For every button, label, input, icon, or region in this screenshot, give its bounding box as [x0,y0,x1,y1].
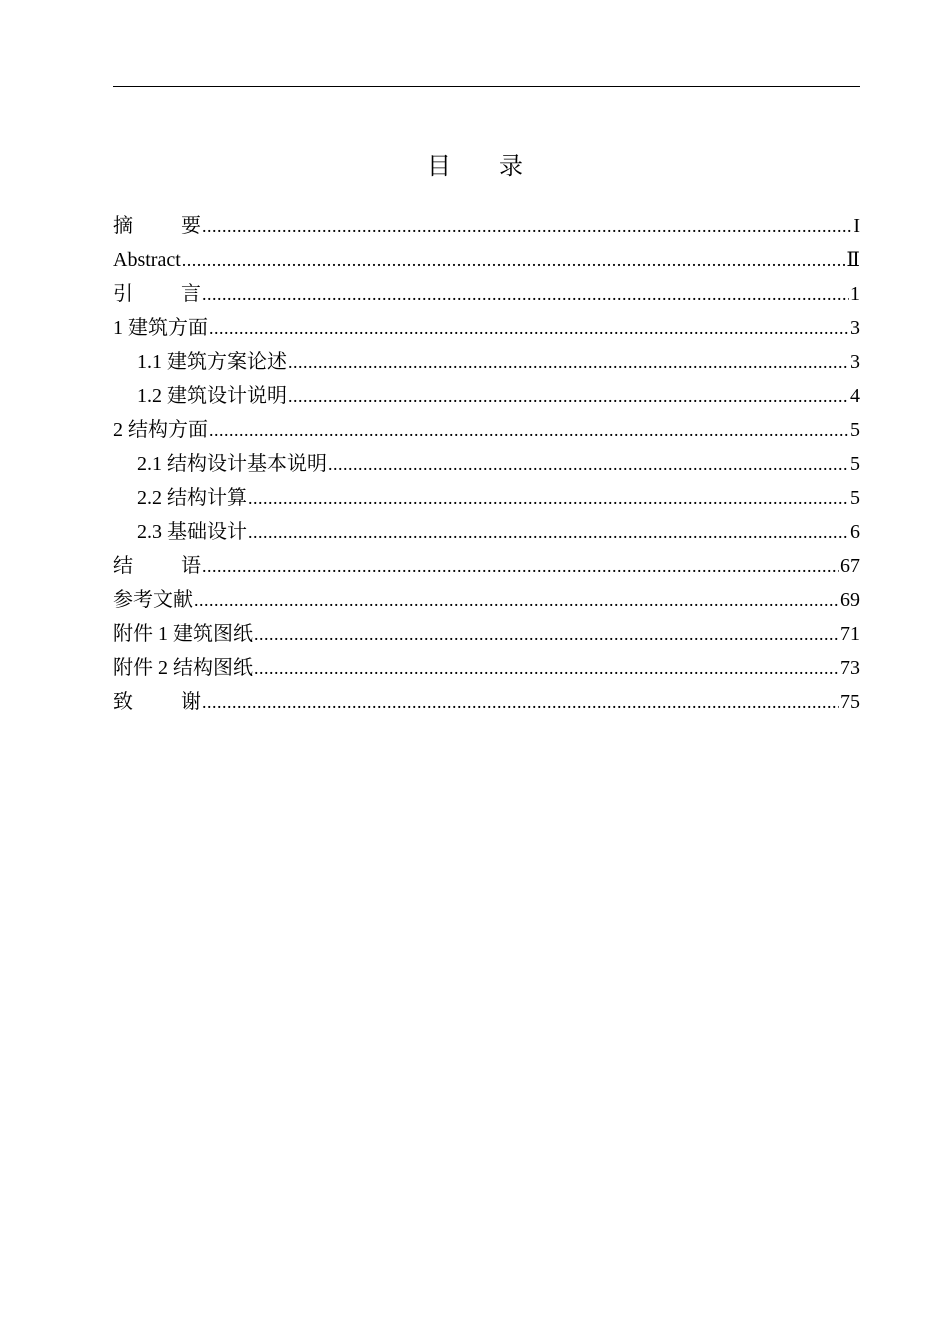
toc-entry[interactable] [113,311,860,345]
toc-entry-label: 2.3 基础设计 [137,521,247,543]
header-rule [113,86,860,87]
toc-entry[interactable] [113,651,860,685]
toc-entry[interactable] [113,277,860,311]
toc-entry[interactable] [113,209,860,243]
toc-entry[interactable] [113,481,860,515]
toc-entry-page: 6 [850,521,860,543]
toc-leader-dots [194,583,839,617]
toc-entry[interactable] [113,549,860,583]
table-of-contents [113,209,860,719]
toc-entry-label: 结语 [113,555,249,577]
toc-leader-dots [202,209,852,243]
toc-entry-page: 5 [850,487,860,509]
page-title [0,150,950,184]
title-char-1: 目 [427,154,451,180]
toc-entry-label: 1.1 建筑方案论述 [137,351,287,373]
toc-entry-label: 1 建筑方面 [113,317,208,339]
toc-leader-dots [182,243,846,277]
toc-leader-dots [254,651,839,685]
toc-leader-dots [248,515,849,549]
toc-leader-dots [202,277,849,311]
toc-entry-page: 5 [850,419,860,441]
toc-entry[interactable] [113,345,860,379]
toc-leader-dots [288,379,849,413]
toc-entry-page: 3 [850,317,860,339]
toc-entry-label: 致谢 [113,691,249,713]
toc-entry-page: 4 [850,385,860,407]
toc-leader-dots [209,311,849,345]
toc-leader-dots [209,413,849,447]
toc-entry-label: 引言 [113,283,249,305]
toc-leader-dots [202,685,839,719]
toc-entry-page: 5 [850,453,860,475]
toc-entry-label: 参考文献 [113,589,193,611]
toc-entry[interactable] [113,617,860,651]
toc-entry-page: 3 [850,351,860,373]
toc-leader-dots [254,617,839,651]
toc-entry[interactable] [113,379,860,413]
toc-leader-dots [328,447,849,481]
toc-entry-label: 附件 1 建筑图纸 [113,623,253,645]
toc-leader-dots [288,345,849,379]
toc-entry-page: 67 [840,555,860,577]
toc-entry[interactable] [113,413,860,447]
toc-entry[interactable] [113,685,860,719]
toc-entry-page: Ⅱ [846,249,860,271]
toc-entry-label: 摘要 [113,215,249,237]
toc-entry[interactable] [113,515,860,549]
toc-entry-page: 75 [840,691,860,713]
toc-entry-label: Abstract [113,249,181,271]
toc-entry-label: 2.2 结构计算 [137,487,247,509]
toc-entry-label: 2.1 结构设计基本说明 [137,453,327,475]
toc-entry-page: 71 [840,623,860,645]
toc-entry[interactable] [113,583,860,617]
toc-leader-dots [248,481,849,515]
toc-entry[interactable] [113,447,860,481]
title-char-2: 录 [499,154,523,180]
toc-leader-dots [202,549,839,583]
toc-entry[interactable] [113,243,860,277]
toc-entry-page: 69 [840,589,860,611]
toc-entry-page: I [853,215,860,237]
toc-entry-label: 1.2 建筑设计说明 [137,385,287,407]
toc-entry-page: 73 [840,657,860,679]
toc-entry-label: 附件 2 结构图纸 [113,657,253,679]
toc-entry-page: 1 [850,283,860,305]
toc-entry-label: 2 结构方面 [113,419,208,441]
